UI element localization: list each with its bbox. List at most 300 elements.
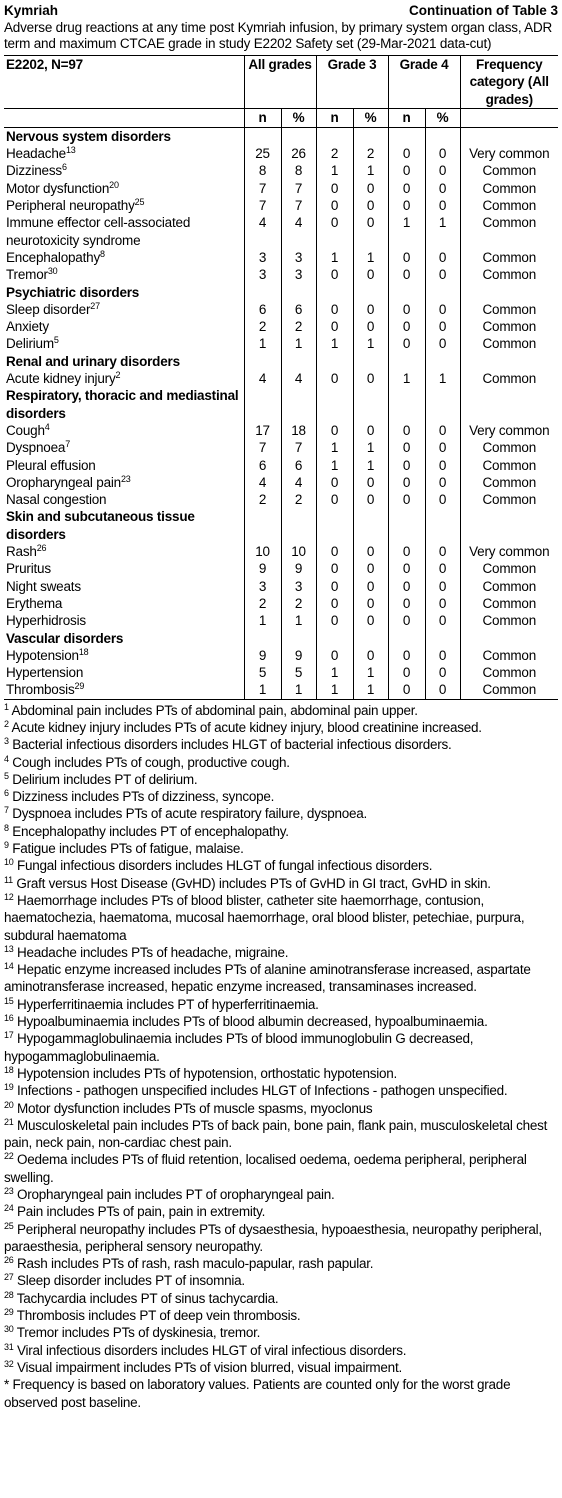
frequency-category: Common xyxy=(460,180,558,197)
footnote xyxy=(4,1100,558,1117)
subheader-row xyxy=(4,108,558,127)
all-grades-n: 9 xyxy=(244,647,281,664)
adr-term xyxy=(4,162,244,179)
all-grades-pct: 5 xyxy=(281,664,316,681)
table-row xyxy=(4,266,558,283)
continuation-label: Continuation of Table 3 xyxy=(409,3,558,18)
footnote-mark: 11 xyxy=(4,874,13,885)
footnote-text: Tremor includes PTs of dyskinesia, tremor. xyxy=(16,1325,261,1341)
adr-term xyxy=(4,612,244,629)
grade3-n: 0 xyxy=(316,318,353,335)
footnote xyxy=(4,823,558,840)
grade4-n: 0 xyxy=(388,647,425,664)
footnotes xyxy=(4,702,558,1411)
category-label: Psychiatric disorders xyxy=(6,284,140,300)
table-row xyxy=(4,647,558,664)
adr-term xyxy=(4,664,244,681)
adr-term xyxy=(4,439,244,456)
category-row xyxy=(4,353,558,370)
grade4-pct: 0 xyxy=(425,578,460,595)
footnote-mark: 21 xyxy=(4,1116,14,1127)
footnote-mark: 16 xyxy=(4,1013,14,1024)
table-row xyxy=(4,681,558,699)
footnote-mark: 13 xyxy=(4,943,14,954)
adr-term-label: Thrombosis xyxy=(6,682,75,698)
adr-term-label: Dyspnoea xyxy=(6,440,66,456)
all-grades-n: 4 xyxy=(244,214,281,249)
grade3-n: 1 xyxy=(316,439,353,456)
group-all-grades: All grades xyxy=(244,56,316,109)
footnote-mark: 29 xyxy=(4,1307,14,1318)
adr-term-label: Delirium xyxy=(6,336,54,352)
adr-term xyxy=(4,681,244,699)
grade3-n: 0 xyxy=(316,474,353,491)
grade3-n: 0 xyxy=(316,370,353,387)
all-grades-n: 3 xyxy=(244,266,281,283)
footnote xyxy=(4,1151,558,1186)
grade3-n: 0 xyxy=(316,612,353,629)
adr-term-label: Headache xyxy=(6,146,66,162)
footnote xyxy=(4,736,558,753)
grade4-n: 0 xyxy=(388,595,425,612)
footnote-mark: 4 xyxy=(4,753,9,764)
footnote-mark: 28 xyxy=(4,1289,14,1300)
adr-term xyxy=(4,335,244,352)
footnote-text: Tachycardia includes PT of sinus tachycardia. xyxy=(16,1290,279,1306)
all-grades-n: 10 xyxy=(244,543,281,560)
adr-term-label: Rash xyxy=(6,544,37,560)
grade4-n: 0 xyxy=(388,578,425,595)
all-grades-pct: 3 xyxy=(281,578,316,595)
footnote xyxy=(4,1013,558,1030)
footnote-text: Viral infectious disorders includes HLGT of viral infectious disorders. xyxy=(17,1342,407,1358)
footnote-mark: 15 xyxy=(4,995,14,1006)
footnote xyxy=(4,961,558,996)
adr-term xyxy=(4,214,244,249)
frequency-category: Common xyxy=(460,664,558,681)
grade3-n: 1 xyxy=(316,162,353,179)
footnote-mark: 9 xyxy=(4,840,9,851)
grade3-n: 1 xyxy=(316,457,353,474)
grade3-pct: 0 xyxy=(353,595,388,612)
grade4-pct: 0 xyxy=(425,543,460,560)
all-grades-pct: 2 xyxy=(281,595,316,612)
footnote-mark: 30 xyxy=(4,1324,14,1335)
footnote xyxy=(4,892,558,944)
all-grades-pct: 2 xyxy=(281,318,316,335)
footnote-mark: 19 xyxy=(4,1082,14,1093)
footnote-ref: 20 xyxy=(109,179,119,190)
grade4-pct: 0 xyxy=(425,301,460,318)
footnote-text: Graft versus Host Disease (GvHD) includes PTs of GvHD in GI tract, GvHD in skin. xyxy=(16,875,491,891)
grade4-n: 0 xyxy=(388,543,425,560)
footnote xyxy=(4,1290,558,1307)
footnote-text: Hepatic enzyme increased includes PTs of alanine aminotransferase increased, aspartate aminotransferase increased, hepatic enzyme increased, transaminases increased. xyxy=(4,962,531,995)
grade3-pct: 0 xyxy=(353,301,388,318)
frequency-category: Common xyxy=(460,301,558,318)
grade4-n: 0 xyxy=(388,664,425,681)
grade3-pct: 1 xyxy=(353,162,388,179)
grade4-pct: 0 xyxy=(425,647,460,664)
footnote-mark: 6 xyxy=(4,788,9,799)
all-grades-pct: 26 xyxy=(281,145,316,162)
grade3-pct: 1 xyxy=(353,439,388,456)
grade4-pct: 0 xyxy=(425,681,460,699)
grade3-pct: 0 xyxy=(353,214,388,249)
grade3-pct: 1 xyxy=(353,664,388,681)
footnote-text: Musculoskeletal pain includes PTs of back pain, bone pain, flank pain, musculoskeletal chest pain, neck pain, non-cardiac chest pain. xyxy=(4,1117,548,1151)
adr-term-label: Pleural effusion xyxy=(6,457,96,473)
grade4-pct: 0 xyxy=(425,145,460,162)
footnote xyxy=(4,702,558,719)
group-frequency: Frequency category (All grades) xyxy=(460,56,558,109)
grade3-pct: 0 xyxy=(353,422,388,439)
table-row xyxy=(4,335,558,352)
grade4-pct: 1 xyxy=(425,370,460,387)
footnote-ref: 6 xyxy=(61,162,67,173)
footnote xyxy=(4,754,558,771)
footnote xyxy=(4,1359,558,1376)
category-label: Vascular disorders xyxy=(6,630,124,646)
adr-term xyxy=(4,474,244,491)
footnote-mark: 20 xyxy=(4,1099,14,1110)
footnote xyxy=(4,944,558,961)
frequency-category: Very common xyxy=(460,422,558,439)
grade4-pct: 0 xyxy=(425,560,460,577)
all-grades-n: 3 xyxy=(244,249,281,266)
grade3-n: 0 xyxy=(316,266,353,283)
frequency-category: Common xyxy=(460,439,558,456)
frequency-category: Common xyxy=(460,335,558,352)
grade4-n: 0 xyxy=(388,162,425,179)
grade3-pct: 0 xyxy=(353,612,388,629)
grade4-n: 0 xyxy=(388,422,425,439)
footnote-text: Pain includes PTs of pain, pain in extremity. xyxy=(17,1204,266,1220)
footnote-ref: 30 xyxy=(47,266,58,277)
grade3-pct: 0 xyxy=(353,474,388,491)
adr-term-label: Encephalopathy xyxy=(6,249,101,265)
frequency-category: Common xyxy=(460,214,558,249)
table-row xyxy=(4,491,558,508)
grade4-n: 0 xyxy=(388,197,425,214)
grade4-pct: 0 xyxy=(425,664,460,681)
adr-term xyxy=(4,457,244,474)
grade3-n: 0 xyxy=(316,491,353,508)
table-row xyxy=(4,543,558,560)
grade3-pct: 0 xyxy=(353,180,388,197)
grade3-n: 0 xyxy=(316,180,353,197)
all-grades-n: 1 xyxy=(244,612,281,629)
footnote xyxy=(4,840,558,857)
footnote xyxy=(4,1030,558,1065)
category-row xyxy=(4,127,558,145)
footnote-ref: 5 xyxy=(53,335,59,346)
adr-term-label: Nasal congestion xyxy=(6,492,107,508)
adr-term-label: Immune effector cell-associated neurotoxicity syndrome xyxy=(6,215,191,248)
footnote-text: Infections - pathogen unspecified includes HLGT of Infections - pathogen unspecified. xyxy=(17,1083,508,1099)
footnote-text: Frequency is based on laboratory values. Patients are counted only for the worst grade observed post baseline. xyxy=(4,1377,511,1410)
footnote-ref: 8 xyxy=(100,248,105,259)
footnote-mark: 23 xyxy=(4,1186,14,1196)
grade3-pct: 0 xyxy=(353,318,388,335)
footnote-ref: 4 xyxy=(44,421,50,432)
group-grade-4: Grade 4 xyxy=(388,56,460,109)
all-grades-pct: 8 xyxy=(281,162,316,179)
grade4-pct: 0 xyxy=(425,612,460,629)
footnote-ref: 13 xyxy=(65,145,76,156)
adr-term xyxy=(4,180,244,197)
footnote-text: Hypogammaglobulinaemia includes PTs of blood immunoglobulin G decreased, hypogammaglobulinaemia. xyxy=(4,1031,474,1064)
all-grades-n: 4 xyxy=(244,370,281,387)
grade4-n: 0 xyxy=(388,560,425,577)
footnote-mark: 12 xyxy=(4,891,14,902)
category-label: Nervous system disorders xyxy=(6,128,171,144)
grade4-pct: 0 xyxy=(425,457,460,474)
footnote xyxy=(4,1203,558,1220)
footnote-text: Dizziness includes PTs of dizziness, syncope. xyxy=(12,789,275,805)
grade4-n: 0 xyxy=(388,249,425,266)
group-grade-3: Grade 3 xyxy=(316,56,388,109)
adr-term-label: Cough xyxy=(6,422,45,438)
grade4-n: 0 xyxy=(388,266,425,283)
subheader-n: n xyxy=(244,108,281,127)
all-grades-pct: 4 xyxy=(281,474,316,491)
all-grades-pct: 7 xyxy=(281,439,316,456)
footnote-mark: 32 xyxy=(4,1358,14,1369)
grade4-pct: 0 xyxy=(425,318,460,335)
all-grades-pct: 6 xyxy=(281,301,316,318)
grade4-n: 0 xyxy=(388,681,425,699)
grade4-n: 1 xyxy=(388,370,425,387)
grade4-pct: 0 xyxy=(425,162,460,179)
all-grades-pct: 4 xyxy=(281,370,316,387)
all-grades-n: 4 xyxy=(244,474,281,491)
subheader-n: n xyxy=(388,108,425,127)
footnote-ref: 7 xyxy=(65,439,71,450)
adverse-reactions-table xyxy=(4,55,558,700)
footnote-text: Fatigue includes PTs of fatigue, malaise. xyxy=(12,841,244,857)
adr-term xyxy=(4,145,244,162)
adr-term xyxy=(4,197,244,214)
grade4-n: 0 xyxy=(388,457,425,474)
frequency-category: Common xyxy=(460,249,558,266)
frequency-category: Common xyxy=(460,197,558,214)
table-row xyxy=(4,595,558,612)
grade3-pct: 0 xyxy=(353,560,388,577)
all-grades-pct: 6 xyxy=(281,457,316,474)
footnote xyxy=(4,875,558,892)
grade3-pct: 0 xyxy=(353,266,388,283)
all-grades-pct: 2 xyxy=(281,491,316,508)
grade3-n: 1 xyxy=(316,681,353,699)
adr-term xyxy=(4,560,244,577)
footnote-text: Encephalopathy includes PT of encephalopathy. xyxy=(12,823,289,839)
table-row xyxy=(4,457,558,474)
all-grades-pct: 1 xyxy=(281,681,316,699)
footnote xyxy=(4,1307,558,1324)
grade4-pct: 0 xyxy=(425,439,460,456)
footnote-text: Delirium includes PT of delirium. xyxy=(12,771,198,787)
grade4-pct: 0 xyxy=(425,180,460,197)
table-body xyxy=(4,127,558,699)
grade3-pct: 1 xyxy=(353,249,388,266)
table-row xyxy=(4,578,558,595)
footnote-text: Abdominal pain includes PTs of abdominal pain, abdominal pain upper. xyxy=(11,702,418,718)
frequency-category: Common xyxy=(460,266,558,283)
table-row xyxy=(4,249,558,266)
all-grades-n: 6 xyxy=(244,457,281,474)
footnote-text: Fungal infectious disorders includes HLGT of fungal infectious disorders. xyxy=(17,858,433,874)
all-grades-n: 17 xyxy=(244,422,281,439)
footnote-ref: 29 xyxy=(74,681,85,692)
grade4-pct: 0 xyxy=(425,249,460,266)
grade4-n: 0 xyxy=(388,612,425,629)
table-row xyxy=(4,301,558,318)
table-row xyxy=(4,664,558,681)
footnote-text: Acute kidney injury includes PTs of acute kidney injury, blood creatinine increased. xyxy=(11,719,482,735)
all-grades-pct: 18 xyxy=(281,422,316,439)
all-grades-n: 2 xyxy=(244,595,281,612)
all-grades-n: 2 xyxy=(244,318,281,335)
adr-term-label: Oropharyngeal pain xyxy=(6,474,121,490)
footnote-text: Cough includes PTs of cough, productive cough. xyxy=(12,754,290,770)
grade3-n: 0 xyxy=(316,578,353,595)
footnote-text: Dyspnoea includes PTs of acute respiratory failure, dyspnoea. xyxy=(12,806,367,822)
page-header xyxy=(4,3,558,19)
category-row xyxy=(4,387,558,422)
footnote-mark: 2 xyxy=(4,718,9,729)
footnote-ref: 27 xyxy=(90,300,100,311)
table-row xyxy=(4,612,558,629)
grade3-pct: 0 xyxy=(353,647,388,664)
adr-term-label: Dizziness xyxy=(6,163,62,179)
adr-term-label: Peripheral neuropathy xyxy=(6,198,135,214)
adr-term-label: Pruritus xyxy=(6,561,51,577)
footnote xyxy=(4,857,558,874)
footnote xyxy=(4,1272,558,1289)
all-grades-n: 7 xyxy=(244,197,281,214)
footnote xyxy=(4,1186,558,1203)
grade4-n: 0 xyxy=(388,318,425,335)
category-label: Respiratory, thoracic and mediastinal disorders xyxy=(6,388,239,421)
adr-term-label: Anxiety xyxy=(6,319,49,335)
footnote-ref: 25 xyxy=(134,197,145,208)
grade3-pct: 0 xyxy=(353,370,388,387)
all-grades-pct: 1 xyxy=(281,612,316,629)
all-grades-pct: 9 xyxy=(281,560,316,577)
all-grades-n: 8 xyxy=(244,162,281,179)
footnote-text: Motor dysfunction includes PTs of muscle spasms, myoclonus xyxy=(17,1100,373,1116)
frequency-category: Common xyxy=(460,612,558,629)
grade3-pct: 1 xyxy=(353,335,388,352)
all-grades-n: 7 xyxy=(244,439,281,456)
footnote xyxy=(4,788,558,805)
adr-term-label: Hypertension xyxy=(6,665,84,681)
grade3-n: 0 xyxy=(316,543,353,560)
all-grades-pct: 7 xyxy=(281,180,316,197)
frequency-category: Common xyxy=(460,162,558,179)
grade3-pct: 2 xyxy=(353,145,388,162)
footnote-mark: 10 xyxy=(4,857,14,868)
footnote-mark: 31 xyxy=(4,1341,14,1352)
footnote xyxy=(4,1255,558,1272)
grade4-pct: 0 xyxy=(425,422,460,439)
footnote-text: Hyperferritinaemia includes PT of hyperferritinaemia. xyxy=(17,996,319,1012)
footnote-text: Peripheral neuropathy includes PTs of dysaesthesia, hypoaesthesia, neuropathy peripheral, paraesthesia, peripheral sensory neuropathy. xyxy=(4,1221,542,1254)
table-row xyxy=(4,439,558,456)
grade4-n: 1 xyxy=(388,214,425,249)
grade4-pct: 0 xyxy=(425,197,460,214)
footnote-mark: 1 xyxy=(4,701,9,712)
all-grades-pct: 4 xyxy=(281,214,316,249)
frequency-category: Very common xyxy=(460,543,558,560)
footnote-text: Thrombosis includes PT of deep vein thrombosis. xyxy=(16,1308,301,1324)
all-grades-pct: 1 xyxy=(281,335,316,352)
footnote xyxy=(4,1342,558,1359)
footnote xyxy=(4,996,558,1013)
frequency-category: Common xyxy=(460,457,558,474)
footnote-mark: 22 xyxy=(4,1151,14,1162)
table-row xyxy=(4,162,558,179)
table-row xyxy=(4,197,558,214)
frequency-category: Common xyxy=(460,578,558,595)
footnote-mark: 14 xyxy=(4,961,14,972)
frequency-category: Common xyxy=(460,318,558,335)
table-row xyxy=(4,214,558,249)
adr-term xyxy=(4,249,244,266)
grade3-n: 1 xyxy=(316,335,353,352)
adr-term xyxy=(4,647,244,664)
footnote xyxy=(4,1376,558,1411)
table-row xyxy=(4,474,558,491)
table-row xyxy=(4,422,558,439)
all-grades-n: 7 xyxy=(244,180,281,197)
adr-term xyxy=(4,491,244,508)
adr-term-label: Sleep disorder xyxy=(6,301,91,317)
frequency-category: Common xyxy=(460,595,558,612)
grade4-n: 0 xyxy=(388,180,425,197)
adr-term-label: Motor dysfunction xyxy=(6,180,110,196)
all-grades-pct: 9 xyxy=(281,647,316,664)
grade3-pct: 0 xyxy=(353,491,388,508)
category-row xyxy=(4,508,558,543)
table-row xyxy=(4,180,558,197)
footnote-text: Headache includes PTs of headache, migraine. xyxy=(17,944,289,960)
all-grades-n: 6 xyxy=(244,301,281,318)
frequency-category: Very common xyxy=(460,145,558,162)
grade4-pct: 0 xyxy=(425,491,460,508)
grade3-n: 0 xyxy=(316,595,353,612)
adr-term xyxy=(4,370,244,387)
footnote xyxy=(4,771,558,788)
grade3-n: 0 xyxy=(316,422,353,439)
table-caption: Adverse drug reactions at any time post Kymriah infusion, by primary system organ class, ADR term and maximum CTCAE grade in study E2202 Safety set (29-Mar-2021 data-cut) xyxy=(4,20,553,51)
footnote-text: Hypotension includes PTs of hypotension, orthostatic hypotension. xyxy=(17,1065,398,1081)
grade4-n: 0 xyxy=(388,301,425,318)
footnote xyxy=(4,1117,558,1152)
footnote-ref: 26 xyxy=(36,543,47,554)
footnote-mark: 3 xyxy=(4,736,9,747)
grade3-pct: 1 xyxy=(353,681,388,699)
footnote xyxy=(4,719,558,736)
footnote xyxy=(4,805,558,822)
frequency-category: Common xyxy=(460,474,558,491)
frequency-category: Common xyxy=(460,647,558,664)
all-grades-pct: 3 xyxy=(281,266,316,283)
subheader-pct: % xyxy=(281,108,316,127)
grade3-n: 0 xyxy=(316,214,353,249)
grade4-pct: 0 xyxy=(425,335,460,352)
